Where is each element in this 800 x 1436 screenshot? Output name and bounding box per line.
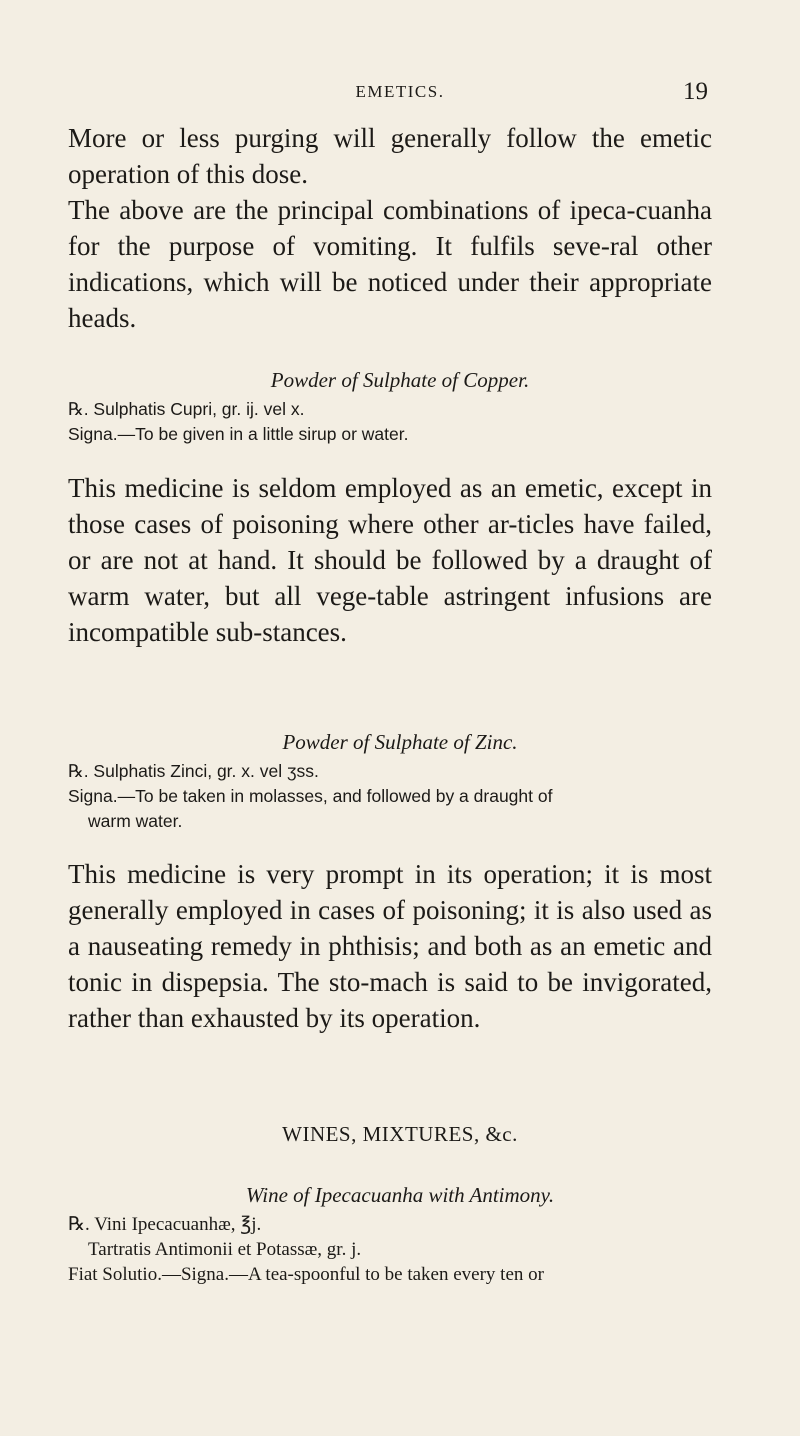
recipe-wine-title: Wine of Ipecacuanha with Antimony. bbox=[245, 1183, 555, 1207]
recipe-zinc-signa-cont: warm water. bbox=[88, 811, 183, 831]
paragraph-1 bbox=[68, 120, 712, 336]
recipe-copper bbox=[68, 397, 716, 447]
page-header bbox=[0, 78, 800, 108]
recipe-zinc bbox=[68, 759, 716, 834]
recipe-zinc-title: Powder of Sulphate of Zinc. bbox=[282, 730, 518, 754]
running-head: EMETICS. bbox=[355, 82, 445, 101]
paragraph-3: This medicine is very prompt in its operation; it is most generally employed in cases of poisoning; it is also used as a nauseating remedy in phthisis; and both as an emetic and tonic in dispepsia. The sto-mach is said to be invigorated, rather than exhausted by its operation. bbox=[68, 859, 712, 1033]
recipe-wine-rx: ℞. Vini Ipecacuanhæ, ℥j. bbox=[68, 1214, 262, 1235]
recipe-wine-line-3: Fiat Solutio.—Signa.—A tea-spoonful to be taken every ten or bbox=[68, 1264, 544, 1285]
recipe-zinc-rx: ℞. Sulphatis Zinci, gr. x. vel ʒss. bbox=[68, 761, 319, 781]
recipe-copper-title: Powder of Sulphate of Copper. bbox=[270, 368, 530, 392]
paragraph-2: This medicine is seldom employed as an emetic, except in those cases of poisoning where other ar-ticles have failed, or are not at hand. It should be followed by a draught of warm water, but all vege-table astringent infusions are incompatible sub-stances. bbox=[68, 473, 712, 647]
recipe-copper-signa: Signa.—To be given in a little sirup or water. bbox=[68, 424, 409, 444]
section-heading: WINES, MIXTURES, &c. bbox=[282, 1122, 518, 1146]
recipe-zinc-signa: Signa.—To be taken in molasses, and followed by a draught of bbox=[68, 786, 553, 806]
paragraph-1-sentence-2: The above are the principal combinations of ipeca-cuanha for the purpose of vomiting. It fulfils seve-ral other indications, which will be noticed under their appropriate heads. bbox=[68, 195, 712, 333]
page-number: 19 bbox=[683, 78, 708, 105]
paragraph-1-sentence-1: More or less purging will generally follow the emetic operation of this dose. bbox=[68, 123, 712, 189]
recipe-wine bbox=[68, 1212, 716, 1287]
recipe-copper-rx: ℞. Sulphatis Cupri, gr. ij. vel x. bbox=[68, 399, 305, 419]
recipe-wine-line-2: Tartratis Antimonii et Potassæ, gr. j. bbox=[88, 1239, 362, 1260]
